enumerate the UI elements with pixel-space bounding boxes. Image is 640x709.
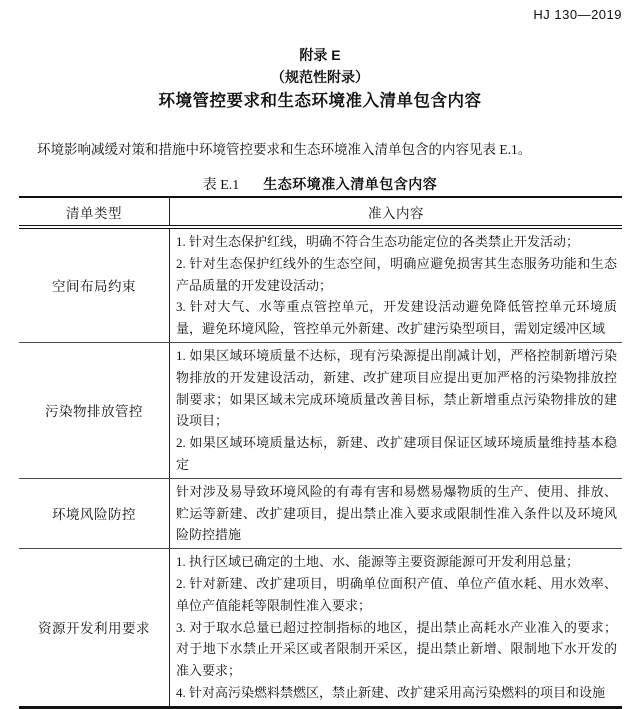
header-cell-list-type: 清单类型 bbox=[66, 205, 122, 221]
header-cell-admittance-content: 准入内容 bbox=[169, 198, 622, 225]
admittance-item: 针对涉及易导致环境风险的有毒有害和易燃易爆物质的生产、使用、排放、贮运等新建、改扩建项目，提出禁止准入要求或限制性准入条件以及环境风险防控措施 bbox=[176, 483, 617, 543]
table-caption-label: 表 E.1 bbox=[202, 178, 240, 193]
row-content-cell bbox=[169, 229, 622, 342]
row-content-cell bbox=[169, 343, 622, 478]
admittance-item: 1. 针对生态保护红线，明确不符合生态功能定位的各类禁止开发活动； bbox=[176, 234, 580, 249]
doc-number: HJ 130—2019 bbox=[533, 7, 622, 22]
appendix-type: （规范性附录） bbox=[271, 69, 369, 85]
table-row-environmental-risk bbox=[19, 478, 622, 548]
admittance-item: 2. 针对生态保护红线外的生态空间，明确应避免损害其生态服务功能和生态产品质量的开发建设活动； bbox=[176, 255, 617, 293]
table-caption bbox=[0, 174, 640, 194]
table-caption-title: 生态环境准入清单包含内容 bbox=[263, 176, 438, 192]
admittance-item: 2. 针对新建、改扩建项目，明确单位面积产值、单位产值水耗、用水效率、单位产值能耗等限制性准入要求； bbox=[176, 575, 617, 613]
intro-paragraph: 环境影响减缓对策和措施中环境管控要求和生态环境准入清单包含的内容见表 E.1。 bbox=[37, 142, 532, 157]
row-content-cell bbox=[169, 479, 622, 548]
admittance-content-table bbox=[19, 196, 622, 709]
row-content-cell bbox=[169, 549, 622, 706]
admittance-item: 2. 如果区域环境质量达标，新建、改扩建项目保证区域环境质量维持基本稳定 bbox=[176, 435, 617, 472]
row-type-cell: 污染物排放管控 bbox=[45, 404, 143, 420]
table-row-resource-utilization bbox=[19, 548, 622, 706]
row-type-cell: 空间布局约束 bbox=[52, 279, 136, 295]
appendix-title: 环境管控要求和生态环境准入清单包含内容 bbox=[158, 92, 482, 110]
row-type-cell: 资源开发利用要求 bbox=[38, 621, 150, 637]
admittance-item: 1. 如果区域环境质量不达标，现有污染源提出削减计划，严格控制新增污染物排放的开发建设活动，新建、改扩建项目应提出更加严格的污染物排放控制要求；如果区域未完成环境质量改善目标，禁止新增重点污染物排放的建设项目； bbox=[176, 347, 617, 429]
admittance-item: 1. 执行区域已确定的土地、水、能源等主要资源能源可开发利用总量； bbox=[176, 554, 580, 570]
appendix-label: 附录 E bbox=[299, 47, 341, 63]
row-type-cell: 环境风险防控 bbox=[52, 507, 136, 523]
admittance-item: 4. 针对高污染燃料禁燃区，禁止新建、改扩建采用高污染燃料的项目和设施 bbox=[176, 684, 606, 700]
table-row-pollutant-discharge bbox=[19, 342, 622, 478]
table-row-spatial-layout bbox=[19, 229, 622, 342]
appendix-heading bbox=[0, 44, 640, 114]
admittance-item: 3. 对于取水总量已超过控制指标的地区，提出禁止高耗水产业准入的要求；对于地下水禁止开采区或者限制开采区，提出禁止新增、限制地下水开发的准入要求； bbox=[176, 619, 617, 679]
table-header-row bbox=[19, 198, 622, 229]
admittance-item: 3. 针对大气、水等重点管控单元，开发建设活动避免降低管控单元环境质量，避免环境风险，管控单元外新建、改扩建污染型项目，需划定缓冲区域 bbox=[176, 299, 617, 337]
